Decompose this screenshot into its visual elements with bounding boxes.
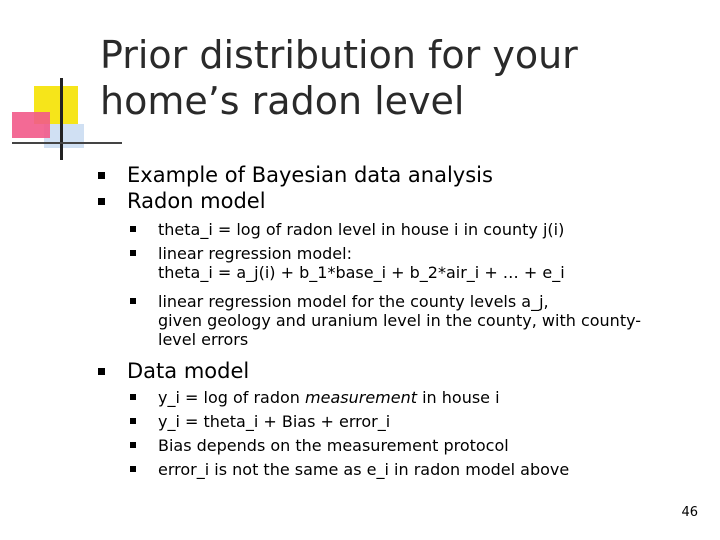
decorative-red-square	[12, 112, 50, 138]
sub-bullet-y-definition	[130, 388, 500, 407]
decorative-blue-square	[44, 124, 84, 148]
sub-bullet-line: given geology and uranium level in the county, with county-	[158, 311, 642, 330]
sub-bullet-error	[130, 460, 569, 479]
sub-bullet-text: Bias depends on the measurement protocol	[158, 436, 509, 455]
sub-bullet-text: theta_i = log of radon level in house i in county j(i)	[158, 220, 565, 239]
title-line-2: home’s radon level	[100, 79, 465, 123]
bullet-marker-icon	[98, 198, 105, 205]
sub-bullet-text	[158, 292, 641, 349]
bullet-marker-icon	[130, 226, 136, 232]
bullet-text: Data model	[127, 359, 250, 383]
bullet-data-model	[98, 358, 249, 384]
sub-bullet-linear-regression	[130, 244, 565, 282]
emphasized-word: measurement	[305, 388, 418, 407]
decorative-vertical-line	[60, 78, 63, 160]
bullet-marker-icon	[130, 298, 136, 304]
sub-bullet-theta-definition	[130, 220, 564, 239]
sub-bullet-text	[158, 244, 565, 282]
bullet-text: Radon model	[127, 189, 266, 213]
bullet-marker-icon	[130, 418, 136, 424]
text-part: y_i = log of radon	[158, 388, 306, 407]
slide-title	[100, 32, 700, 124]
bullet-marker-icon	[98, 172, 105, 179]
decorative-horizontal-line	[12, 142, 122, 144]
sub-bullet-bias	[130, 436, 509, 455]
sub-bullet-line: linear regression model for the county levels a_j,	[158, 292, 549, 311]
sub-bullet-line: level errors	[158, 330, 249, 349]
sub-bullet-line: theta_i = a_j(i) + b_1*base_i + b_2*air_i + … + e_i	[158, 263, 565, 282]
bullet-marker-icon	[130, 250, 136, 256]
sub-bullet-text	[158, 388, 500, 407]
page-number: 46	[681, 505, 698, 520]
sub-bullet-county-levels	[130, 292, 641, 349]
bullet-marker-icon	[130, 394, 136, 400]
sub-bullet-y-equation	[130, 412, 390, 431]
bullet-bayesian-example	[98, 162, 493, 188]
sub-bullet-line: linear regression model:	[158, 244, 352, 263]
bullet-text: Example of Bayesian data analysis	[127, 163, 493, 187]
sub-bullet-text: error_i is not the same as e_i in radon model above	[158, 460, 570, 479]
title-line-1: Prior distribution for your	[100, 33, 578, 77]
bullet-radon-model	[98, 188, 266, 214]
bullet-marker-icon	[130, 442, 136, 448]
text-part: in house i	[417, 388, 500, 407]
sub-bullet-text: y_i = theta_i + Bias + error_i	[158, 412, 391, 431]
bullet-marker-icon	[98, 368, 105, 375]
bullet-marker-icon	[130, 466, 136, 472]
